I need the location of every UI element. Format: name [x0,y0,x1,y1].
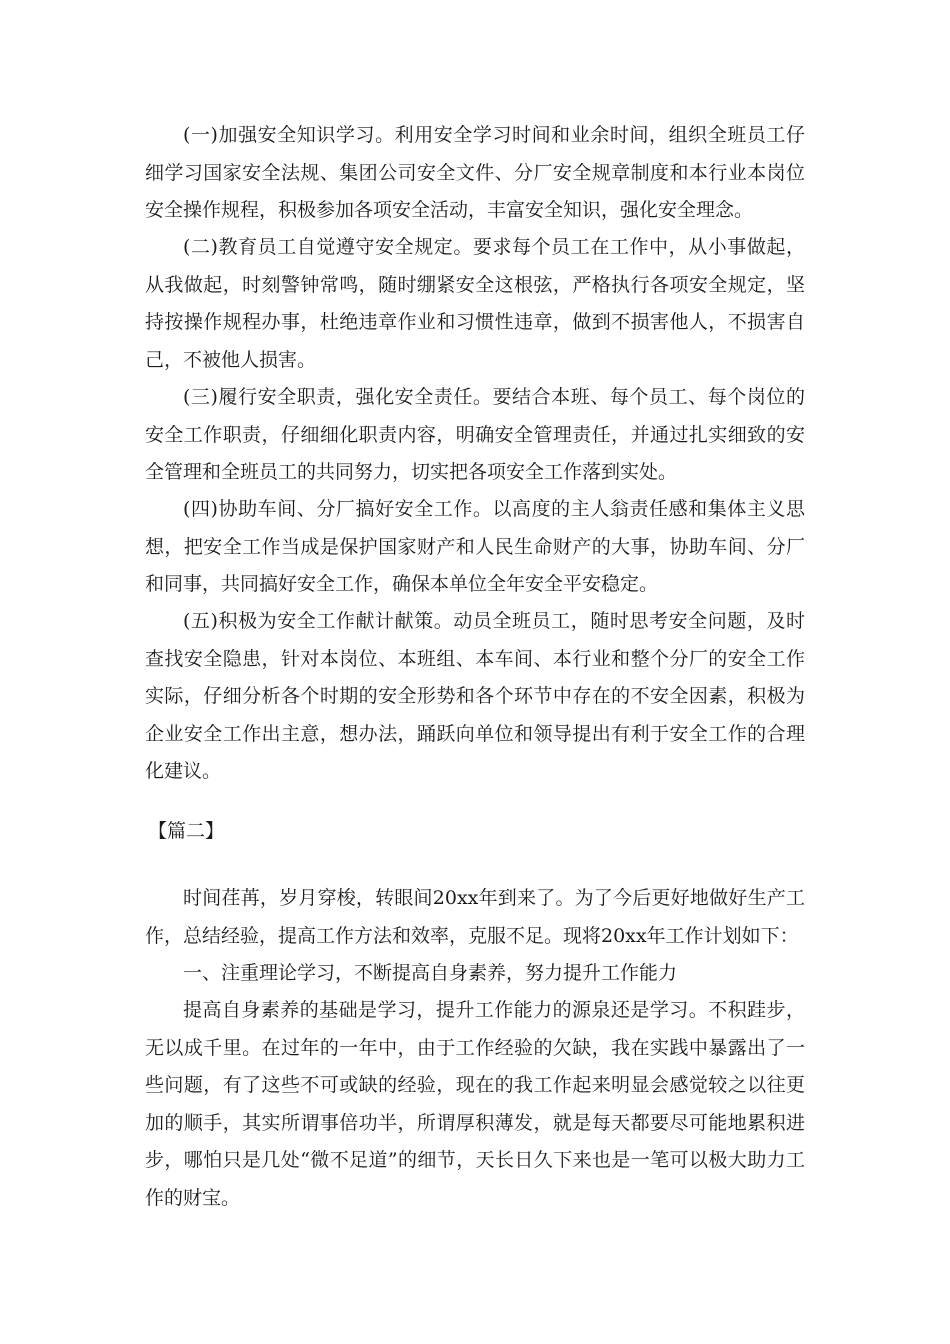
paragraph-safety-assist: (四)协助车间、分厂搞好安全工作。以高度的主人翁责任感和集体主义思想，把安全工作当成是保护国家财产和人民生命财产的大事，协助车间、分厂和同事，共同搞好安全工作，确保本单位全年安全平安稳定。 [145,498,805,595]
paragraph-safety-learning: (一)加强安全知识学习。利用安全学习时间和业余时间，组织全班员工仔细学习国家安全法规、集团公司安全文件、分厂安全规章制度和本行业本岗位安全操作规程，积极参加各项安全活动，丰富安全知识，强化安全理念。 [145,124,805,221]
paragraph-safety-suggestions: (五)积极为安全工作献计献策。动员全班员工，随时思考安全问题，及时查找安全隐患，针对本岗位、本班组、本车间、本行业和整个分厂的安全工作实际，仔细分析各个时期的安全形势和各个环节中存在的不安全因素，积极为企业安全工作出主意，想办法，踊跃向单位和领导提出有利于安全工作的合理化建议。 [145,610,805,782]
paragraph-intro: 时间荏苒，岁月穿梭，转眼间20xx年到来了。为了今后更好地做好生产工作，总结经验，提高工作方法和效率，克服不足。现将20xx年工作计划如下： [145,887,805,947]
section-heading: 【篇二】 [148,820,225,842]
paragraph-subheading: 一、注重理论学习，不断提高自身素养，努力提升工作能力 [183,962,678,984]
paragraph-self-improvement: 提高自身素养的基础是学习，提升工作能力的源泉还是学习。不积跬步，无以成千里。在过年的一年中，由于工作经验的欠缺，我在实践中暴露出了一些问题，有了这些不可或缺的经验，现在的我工作起来明显会感觉较之以往更加的顺手，其实所谓事倍功半，所谓厚积薄发，就是每天都要尽可能地累积进步，哪怕只是几处“微不足道”的细节，天长日久下来也是一笔可以极大助力工作的财宝。 [145,999,805,1209]
paragraph-safety-duties: (三)履行安全职责，强化安全责任。要结合本班、每个员工、每个岗位的安全工作职责，仔细细化职责内容，明确安全管理责任，并通过扎实细致的安全管理和全班员工的共同努力，切实把各项安全工作落到实处。 [145,386,805,483]
paragraph-safety-rules: (二)教育员工自觉遵守安全规定。要求每个员工在工作中，从小事做起，从我做起，时刻警钟常鸣，随时绷紧安全这根弦，严格执行各项安全规定，坚持按操作规程办事，杜绝违章作业和习惯性违章，做到不损害他人，不损害自己，不被他人损害。 [145,236,805,371]
